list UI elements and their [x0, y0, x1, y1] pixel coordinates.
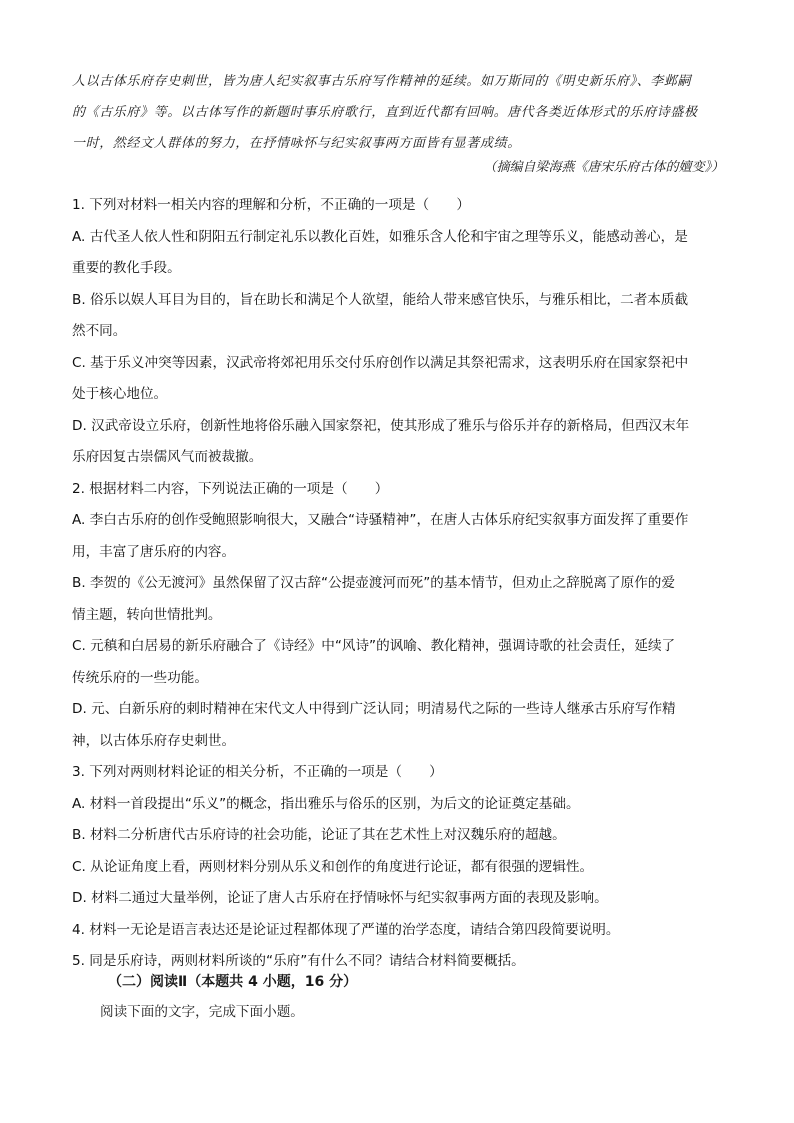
question-4-stem: 4. 材料一无论是语言表达还是论证过程都体现了严谨的治学态度，请结合第四段简要说明。: [72, 921, 620, 938]
question-3-stem: 3. 下列对两则材料论证的相关分析，不正确的一项是（ ）: [72, 764, 443, 780]
question-1-stem: 1. 下列对材料一相关内容的理解和分析，不正确的一项是（ ）: [72, 197, 470, 213]
question-3-option-c: C. 从论证角度上看，两则材料分别从乐义和创作的角度进行论证，都有很强的逻辑性。: [72, 858, 594, 875]
question-1-option-c-cont: 处于核心地位。: [72, 386, 168, 402]
question-1-option-d: D. 汉武帝设立乐府，创新性地将俗乐融入国家祭祀，使其形成了雅乐与俗乐并存的新格局，但西汉末年: [72, 417, 690, 434]
question-2-option-c-cont: 传统乐府的一些功能。: [72, 669, 208, 686]
question-2-option-a: A. 李白古乐府的创作受鲍照影响很大，又融合“诗骚精神”，在唐人古体乐府纪实叙事方面发挥了重要作: [72, 512, 689, 528]
question-2-option-c: C. 元稹和白居易的新乐府融合了《诗经》中“风诗”的讽喻、教化精神，强调诗歌的社会责任，延续了: [72, 638, 676, 654]
question-1-option-d-cont: 乐府因复古崇儒风气而被裁撤。: [72, 449, 263, 465]
passage-excerpt: [72, 66, 722, 159]
question-2-option-d-cont: 神，以古体乐府存史刺世。: [72, 732, 236, 749]
section-heading: （二）阅读Ⅱ（本题共 4 小题，16 分）: [108, 974, 358, 990]
question-2-option-b: B. 李贺的《公无渡河》虽然保留了汉古辞“公提壶渡河而死”的基本情节，但劝止之辞脱离了原作的爱: [72, 575, 675, 591]
passage-source: （摘编自梁海燕《唐宋乐府古体的嬗变》）: [483, 160, 724, 175]
question-5-stem: 5. 同是乐府诗，两则材料所谈的“乐府”有什么不同？请结合材料简要概括。: [72, 953, 525, 969]
question-1-option-a-cont: 重要的教化手段。: [72, 260, 181, 276]
question-1-option-b: B. 俗乐以娱人耳目为目的，旨在助长和满足个人欲望，能给人带来感官快乐，与雅乐相比，二者本质截: [72, 291, 689, 308]
question-2-option-b-cont: 情主题，转向世情批判。: [72, 606, 222, 623]
passage-line: 的《古乐府》等。以古体写作的新题时事乐府歌行，直到近代都有回响。唐代各类近体形式的乐府诗盛极: [72, 105, 698, 120]
passage-line: 一时，然经文人群体的努力，在抒情咏怀与纪实叙事两方面皆有显著成绩。: [72, 136, 521, 151]
question-1-option-a: A. 古代圣人依人性和阴阳五行制定礼乐以教化百姓，如雅乐含人伦和宇宙之理等乐义，能感动善心，是: [72, 228, 688, 245]
passage-line: 人以古体乐府存史刺世，皆为唐人纪实叙事古乐府写作精神的延续。如万斯同的《明史新乐府》、李邺嗣: [72, 74, 692, 89]
question-1-option-b-cont: 然不同。: [72, 323, 127, 339]
question-2-stem: 2. 根据材料二内容，下列说法正确的一项是（ ）: [72, 480, 389, 497]
section-instructions: 阅读下面的文字，完成下面小题。: [100, 1004, 304, 1020]
question-1-option-c: C. 基于乐义冲突等因素，汉武帝将郊祀用乐交付乐府创作以满足其祭祀需求，这表明乐府在国家祭祀中: [72, 354, 689, 371]
question-3-option-a: A. 材料一首段提出“乐义”的概念，指出雅乐与俗乐的区别，为后文的论证奠定基础。: [72, 795, 580, 812]
questions-block: [72, 190, 722, 978]
question-3-option-b: B. 材料二分析唐代古乐府诗的社会功能，论证了其在艺术性上对汉魏乐府的超越。: [72, 827, 566, 843]
question-2-option-a-cont: 用，丰富了唐乐府的内容。: [72, 543, 236, 560]
question-3-option-d: D. 材料二通过大量举例，论证了唐人古乐府在抒情咏怀与纪实叙事两方面的表现及影响。: [72, 890, 608, 906]
question-2-option-d: D. 元、白新乐府的刺时精神在宋代文人中得到广泛认同；明清易代之际的一些诗人继承古乐府写作精: [72, 701, 676, 717]
